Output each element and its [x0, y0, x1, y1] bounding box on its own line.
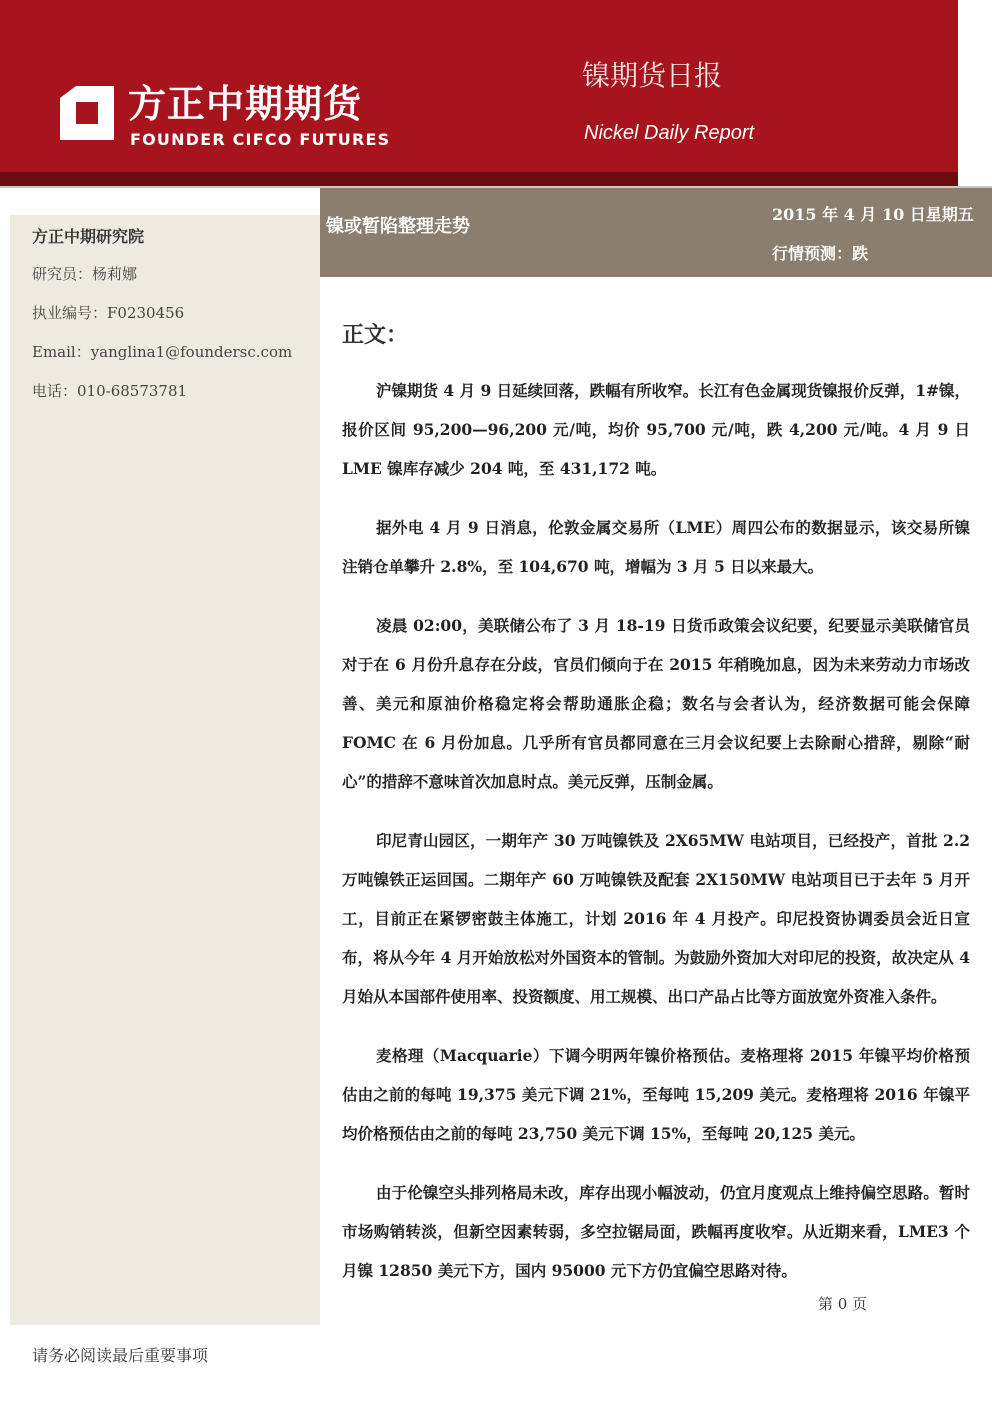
footer-notice: 请务必阅读最后重要事项	[32, 1346, 209, 1365]
report-body	[342, 371, 970, 1310]
paragraph-1: 沪镍期货 4 月 9 日延续回落，跌幅有所收窄。长江有色金属现货镍报价反弹，1#镍，报价区间 95,200—96,200 元/吨，均价 95,700 元/吨，跌 4,200 元/吨。4 月 9 日 LME 镍库存减少 204 吨，至 431,172 吨。	[342, 381, 970, 478]
paragraph-3: 凌晨 02:00，美联储公布了 3 月 18-19 日货币政策会议纪要，纪要显示美联储官员对于在 6 月份升息存在分歧，官员们倾向于在 2015 年稍晚加息，因为未来劳动力市场改善、美元和原油价格稳定将会帮助通胀企稳；数名与会者认为，经济数据可能会保障 FOMC 在 6 月份加息。几乎所有官员都同意在三月会议纪要上去除耐心措辞，剔除“耐心”的措辞不意味首次加息时点。美元反弹，压制金属。	[342, 616, 970, 791]
page-number: 第 0 页	[818, 1295, 868, 1313]
report-headline: 镍或暂陷整理走势	[326, 216, 470, 237]
report-title-cn: 镍期货日报	[582, 59, 723, 92]
report-date: 2015 年 4 月 10 日星期五	[772, 205, 974, 224]
paragraph-6: 由于伦镍空头排列格局未改，库存出现小幅波动，仍宜月度观点上维持偏空思路。暂时市场购销转淡，但新空因素转弱，多空拉锯局面，跌幅再度收窄。从近期来看，LME3 个月镍 12850 美元下方，国内 95000 元下方仍宜偏空思路对待。	[342, 1183, 970, 1280]
section-heading: 正文：	[342, 322, 409, 348]
report-title-en: Nickel Daily Report	[584, 122, 755, 144]
paragraph-4: 印尼青山园区，一期年产 30 万吨镍铁及 2X65MW 电站项目，已经投产，首批 2.2 万吨镍铁正运回国。二期年产 60 万吨镍铁及配套 2X150MW 电站项目已于去年 5 月开工，目前正在紧锣密鼓主体施工，计划 2016 年 4 月投产。印尼投资协调委员会近日宣布，将从今年 4 月开始放松对外国资本的管制。为鼓励外资加大对印尼的投资，故决定从 4 月始从本国部件使用率、投资额度、用工规模、出口产品占比等方面放宽外资准入条件。	[342, 831, 970, 1006]
license-number: 执业编号：F0230456	[32, 304, 185, 322]
researcher-name: 研究员：杨莉娜	[32, 265, 138, 283]
institute-name: 方正中期研究院	[32, 227, 145, 246]
founder-logo-icon	[56, 82, 118, 144]
paragraph-2: 据外电 4 月 9 日消息，伦敦金属交易所（LME）周四公布的数据显示，该交易所镍注销仓单攀升 2.8%，至 104,670 吨，增幅为 3 月 5 日以来最大。	[342, 518, 970, 576]
phone-number: 电话：010-68573781	[32, 382, 188, 400]
brand-name-en: FOUNDER CIFCO FUTURES	[130, 130, 391, 149]
brand-name-cn: 方正中期期货	[128, 82, 363, 126]
paragraph-5: 麦格理（Macquarie）下调今明两年镍价格预估。麦格理将 2015 年镍平均价格预估由之前的每吨 19,375 美元下调 21%，至每吨 15,209 美元。麦格理将 2016 年镍平均价格预估由之前的每吨 23,750 美元下调 15%，至每吨 20,125 美元。	[342, 1046, 970, 1143]
header-dark-strip	[0, 172, 958, 186]
market-forecast: 行情预测：跌	[772, 244, 869, 263]
email-address[interactable]: Email：yanglina1@foundersc.com	[32, 343, 293, 361]
